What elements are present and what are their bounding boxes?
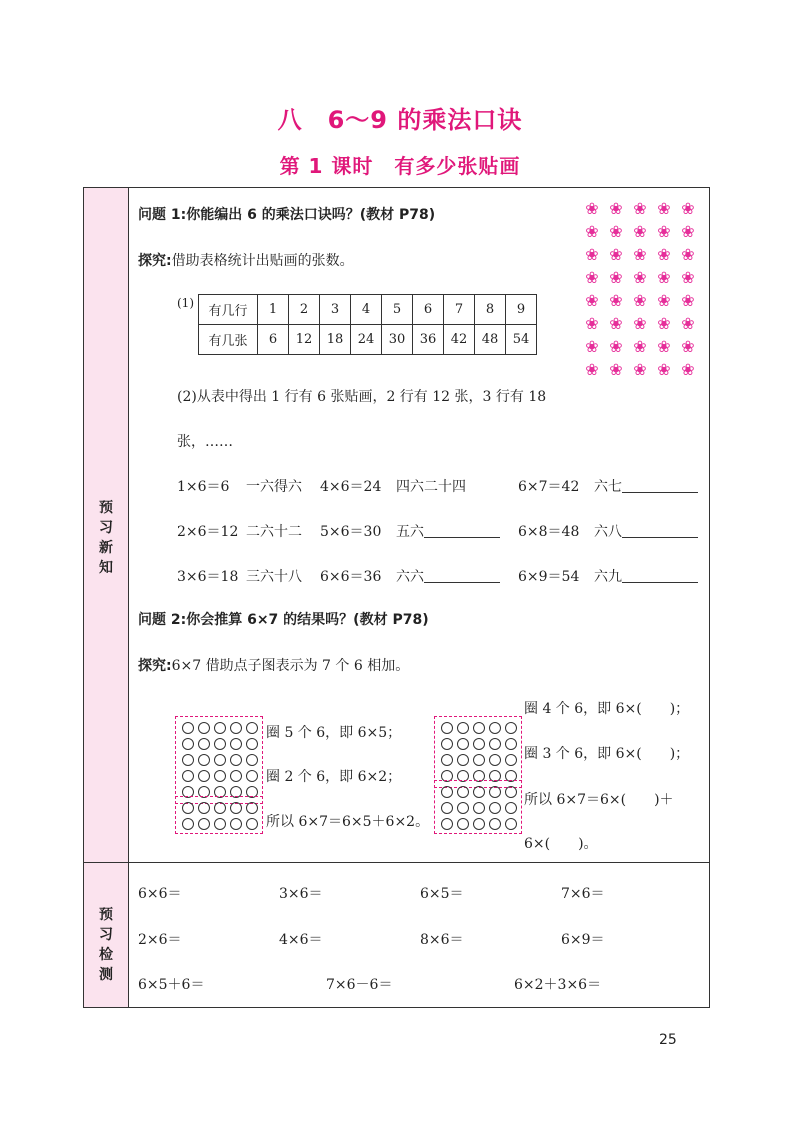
frog-sticker-icon: ❀ xyxy=(585,222,599,241)
dot xyxy=(246,738,258,750)
table-cell: 3 xyxy=(320,295,351,325)
equation: 2×6＝12 xyxy=(177,524,239,540)
frog-sticker-icon: ❀ xyxy=(681,314,695,333)
mnemonic-blank[interactable]: 六六 xyxy=(396,566,500,586)
mnemonic-blank[interactable]: 六八 xyxy=(594,521,698,541)
dot xyxy=(441,786,453,798)
dot xyxy=(489,818,501,830)
exercise[interactable]: 4×6＝ xyxy=(279,932,323,948)
frog-sticker-icon: ❀ xyxy=(633,199,647,218)
table-row xyxy=(199,325,537,355)
frog-sticker-icon: ❀ xyxy=(657,268,671,287)
dot xyxy=(246,770,258,782)
table-cell: 18 xyxy=(320,325,351,355)
explore-2 xyxy=(138,655,409,675)
explore-text: 6×7 借助点子图表示为 7 个 6 相加。 xyxy=(171,658,410,674)
dot xyxy=(457,786,469,798)
dot xyxy=(230,818,242,830)
dot xyxy=(230,738,242,750)
table-cell: 42 xyxy=(444,325,475,355)
frog-sticker-icon: ❀ xyxy=(657,222,671,241)
dot xyxy=(230,770,242,782)
frog-sticker-icon: ❀ xyxy=(585,245,599,264)
dot xyxy=(441,754,453,766)
answer-blank[interactable] xyxy=(622,478,698,493)
dot xyxy=(198,802,210,814)
dot xyxy=(457,802,469,814)
frog-sticker-icon: ❀ xyxy=(681,268,695,287)
dot xyxy=(505,786,517,798)
part2-line1: (2)从表中得出 1 行有 6 张贴画，2 行有 12 张，3 行有 18 xyxy=(177,389,547,405)
left-explanation: 圈 2 个 6，即 6×2； xyxy=(266,769,402,785)
dot xyxy=(489,802,501,814)
table-cell: 2 xyxy=(289,295,320,325)
dot xyxy=(214,754,226,766)
mnemonic: 一六得六 xyxy=(246,479,302,495)
dot xyxy=(246,754,258,766)
table-cell: 6 xyxy=(258,325,289,355)
dot xyxy=(214,738,226,750)
question-1-title: 问题 1:你能编出 6 的乘法口诀吗？(教材 P78) xyxy=(138,207,436,223)
table-cell: 5 xyxy=(382,295,413,325)
dot xyxy=(230,722,242,734)
dot xyxy=(198,722,210,734)
dot xyxy=(230,754,242,766)
table-cell: 7 xyxy=(444,295,475,325)
table-marker: (1) xyxy=(177,296,194,310)
frog-sticker-icon: ❀ xyxy=(681,245,695,264)
dot xyxy=(182,818,194,830)
frog-sticker-icon: ❀ xyxy=(585,291,599,310)
frog-sticker-icon: ❀ xyxy=(609,268,623,287)
frog-sticker-icon: ❀ xyxy=(657,314,671,333)
dot xyxy=(473,754,485,766)
frog-sticker-icon: ❀ xyxy=(633,222,647,241)
part2-line2: 张，…… xyxy=(177,434,233,450)
dot xyxy=(198,770,210,782)
frog-sticker-icon: ❀ xyxy=(609,337,623,356)
page-number: 25 xyxy=(659,1032,677,1048)
frog-sticker-icon: ❀ xyxy=(585,199,599,218)
dot xyxy=(182,770,194,782)
frog-sticker-icon: ❀ xyxy=(657,199,671,218)
lesson-title: 第 1 课时 有多少张贴画 xyxy=(279,154,521,178)
table-cell: 8 xyxy=(475,295,506,325)
frog-sticker-icon: ❀ xyxy=(609,291,623,310)
frog-sticker-icon: ❀ xyxy=(681,199,695,218)
table-cell: 24 xyxy=(351,325,382,355)
dot xyxy=(489,738,501,750)
equation: 6×6＝36 xyxy=(320,569,382,585)
preview-section-label: 预 习 新 知 xyxy=(99,500,113,576)
table-row xyxy=(199,295,537,325)
exercise[interactable]: 3×6＝ xyxy=(279,886,323,902)
dot xyxy=(473,722,485,734)
frog-sticker-icon: ❀ xyxy=(633,337,647,356)
frog-sticker-icon: ❀ xyxy=(585,268,599,287)
mnemonic: 四六二十四 xyxy=(396,479,466,495)
dot-array-group xyxy=(175,716,263,804)
table-cell: 4 xyxy=(351,295,382,325)
frog-sticker-icon: ❀ xyxy=(657,360,671,379)
table-cell: 9 xyxy=(506,295,537,325)
exercise[interactable]: 6×5＝ xyxy=(420,886,464,902)
frog-sticker-icon: ❀ xyxy=(585,337,599,356)
left-explanation: 圈 5 个 6，即 6×5； xyxy=(266,725,402,741)
dot-array-group xyxy=(175,796,263,834)
dot xyxy=(214,722,226,734)
frog-sticker-icon: ❀ xyxy=(633,360,647,379)
dot-array-group xyxy=(434,780,522,834)
frog-sticker-icon: ❀ xyxy=(681,291,695,310)
frog-sticker-icon: ❀ xyxy=(609,199,623,218)
dot xyxy=(505,754,517,766)
table-cell: 6 xyxy=(413,295,444,325)
dot xyxy=(489,722,501,734)
right-explanation[interactable]: 所以 6×7＝6×( )＋ xyxy=(524,792,674,808)
equation: 1×6＝6 xyxy=(177,479,230,495)
dot xyxy=(214,818,226,830)
explore-1 xyxy=(138,250,354,270)
frog-sticker-icon: ❀ xyxy=(585,314,599,333)
frog-sticker-icon: ❀ xyxy=(657,291,671,310)
frog-sticker-icon: ❀ xyxy=(657,245,671,264)
dot xyxy=(505,738,517,750)
dot xyxy=(182,754,194,766)
answer-blank[interactable] xyxy=(424,523,500,538)
exercise[interactable]: 6×2＋3×6＝ xyxy=(514,977,602,993)
dot xyxy=(457,738,469,750)
exercise[interactable]: 6×9＝ xyxy=(561,932,605,948)
table-cell: 1 xyxy=(258,295,289,325)
frog-sticker-icon: ❀ xyxy=(681,337,695,356)
dot xyxy=(505,818,517,830)
exercise[interactable]: 6×5＋6＝ xyxy=(138,977,205,993)
frog-sticker-icon: ❀ xyxy=(681,222,695,241)
dot xyxy=(457,722,469,734)
dot xyxy=(214,802,226,814)
exercise[interactable]: 8×6＝ xyxy=(420,932,464,948)
exercise[interactable]: 2×6＝ xyxy=(138,932,182,948)
answer-blank[interactable] xyxy=(622,568,698,583)
table-cell: 54 xyxy=(506,325,537,355)
dot xyxy=(441,738,453,750)
equation: 6×8＝48 xyxy=(518,524,580,540)
dot xyxy=(505,802,517,814)
mnemonic: 二六十二 xyxy=(246,524,302,540)
right-explanation[interactable]: 圈 4 个 6，即 6×( )； xyxy=(524,701,690,717)
frog-sticker-icon: ❀ xyxy=(609,222,623,241)
left-explanation: 所以 6×7＝6×5＋6×2。 xyxy=(266,814,430,830)
frog-sticker-grid xyxy=(580,197,702,381)
mnemonic-blank[interactable]: 五六 xyxy=(396,521,500,541)
count-table xyxy=(198,294,537,355)
explore-label: 探究: xyxy=(138,658,172,674)
dot-array-group xyxy=(434,716,522,788)
right-explanation[interactable]: 圈 3 个 6，即 6×( )； xyxy=(524,746,690,762)
table-cell: 12 xyxy=(289,325,320,355)
frog-sticker-icon: ❀ xyxy=(609,314,623,333)
dot xyxy=(182,738,194,750)
frog-sticker-icon: ❀ xyxy=(681,360,695,379)
frog-sticker-icon: ❀ xyxy=(609,245,623,264)
frog-sticker-icon: ❀ xyxy=(609,360,623,379)
dot xyxy=(505,722,517,734)
dot xyxy=(441,818,453,830)
dot xyxy=(198,754,210,766)
frog-sticker-icon: ❀ xyxy=(633,314,647,333)
dot xyxy=(246,818,258,830)
exercise[interactable]: 7×6－6＝ xyxy=(326,977,393,993)
check-section-label: 预 习 检 测 xyxy=(99,907,113,983)
row-header: 有几行 xyxy=(199,295,258,325)
unit-title: 八 6～9 的乘法口诀 xyxy=(277,106,523,134)
frog-sticker-icon: ❀ xyxy=(657,337,671,356)
dot xyxy=(214,770,226,782)
explore-text: 借助表格统计出贴画的张数。 xyxy=(171,253,354,269)
dot xyxy=(457,754,469,766)
dot xyxy=(182,722,194,734)
dot xyxy=(473,802,485,814)
mnemonic-blank[interactable]: 六九 xyxy=(594,566,698,586)
dot xyxy=(246,802,258,814)
right-explanation[interactable]: 6×( )。 xyxy=(524,836,598,852)
table-cell: 48 xyxy=(475,325,506,355)
exercise[interactable]: 6×6＝ xyxy=(138,886,182,902)
dot xyxy=(441,722,453,734)
equation: 4×6＝24 xyxy=(320,479,382,495)
question-2-title: 问题 2:你会推算 6×7 的结果吗？(教材 P78) xyxy=(138,612,429,628)
dot xyxy=(473,738,485,750)
mnemonic: 三六十八 xyxy=(246,569,302,585)
dot xyxy=(182,802,194,814)
answer-blank[interactable] xyxy=(622,523,698,538)
frog-sticker-icon: ❀ xyxy=(633,245,647,264)
equation: 3×6＝18 xyxy=(177,569,239,585)
mnemonic-blank[interactable]: 六七 xyxy=(594,476,698,496)
section-divider xyxy=(84,862,709,863)
dot xyxy=(489,754,501,766)
frog-sticker-icon: ❀ xyxy=(633,268,647,287)
dot xyxy=(198,738,210,750)
table-cell: 36 xyxy=(413,325,444,355)
equation: 6×7＝42 xyxy=(518,479,580,495)
table-cell: 30 xyxy=(382,325,413,355)
dot xyxy=(441,802,453,814)
dot xyxy=(246,722,258,734)
dot xyxy=(198,818,210,830)
frog-sticker-icon: ❀ xyxy=(633,291,647,310)
dot xyxy=(457,818,469,830)
exercise[interactable]: 7×6＝ xyxy=(561,886,605,902)
dot xyxy=(230,802,242,814)
answer-blank[interactable] xyxy=(424,568,500,583)
dot xyxy=(473,818,485,830)
dot xyxy=(489,786,501,798)
equation: 5×6＝30 xyxy=(320,524,382,540)
dot xyxy=(473,786,485,798)
frog-sticker-icon: ❀ xyxy=(585,360,599,379)
equation: 6×9＝54 xyxy=(518,569,580,585)
row-header: 有几张 xyxy=(199,325,258,355)
explore-label: 探究: xyxy=(138,253,172,269)
